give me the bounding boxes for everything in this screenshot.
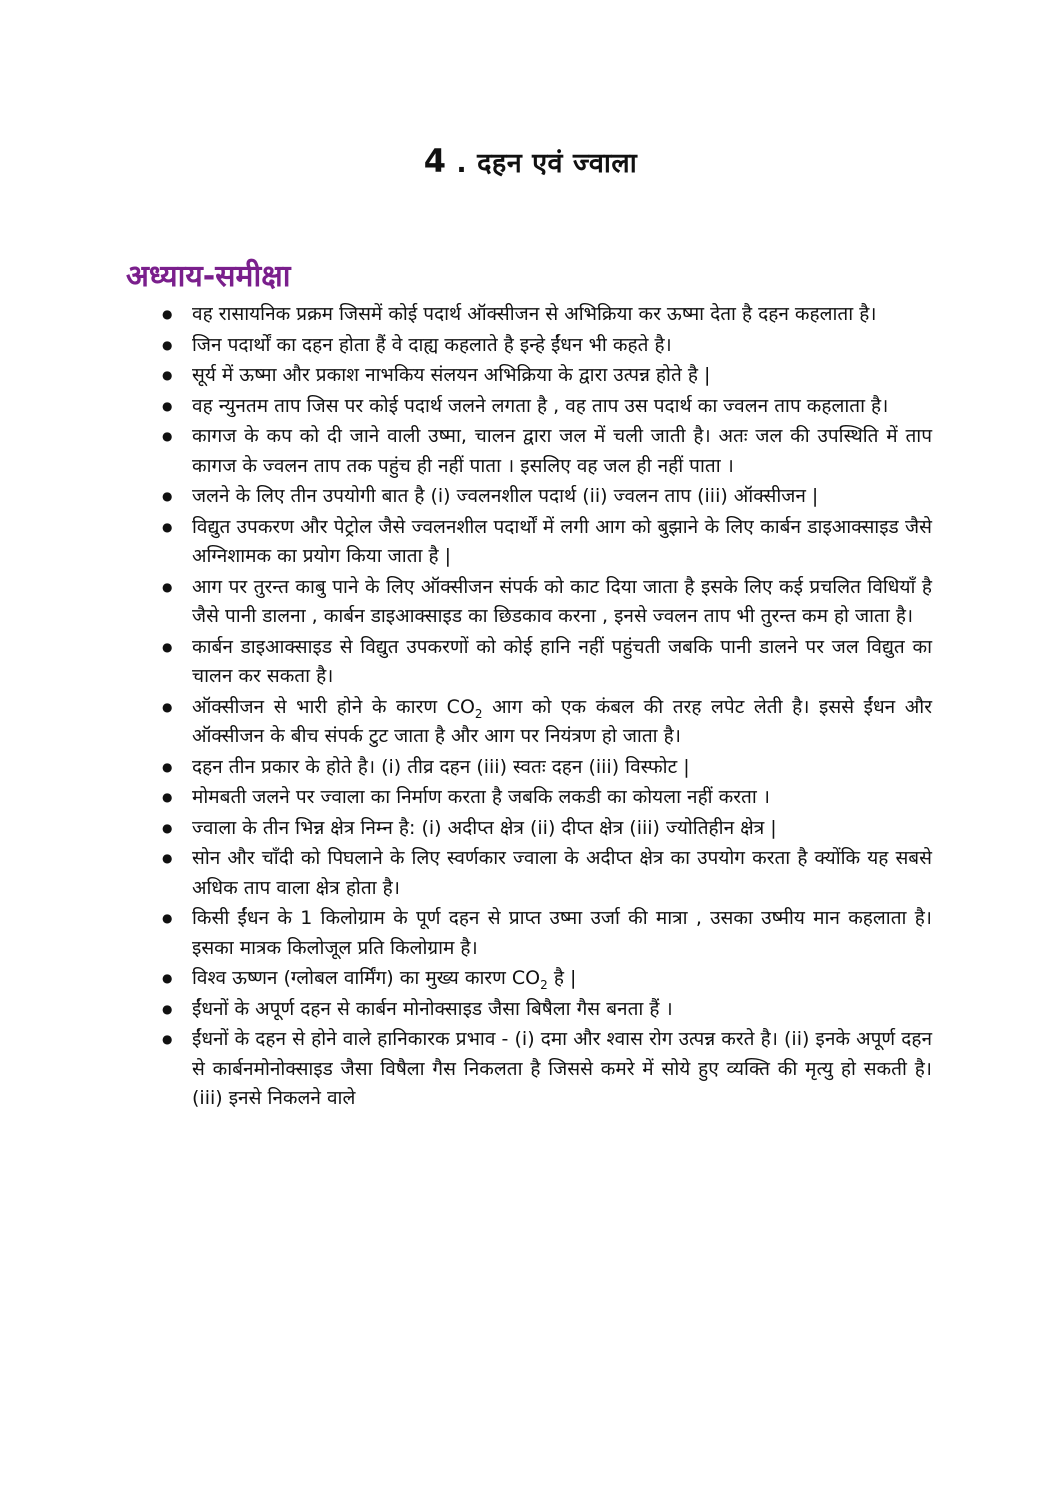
summary-point: ● सूर्य में ऊष्मा और प्रकाश नाभकिय संलयन अभिक्रिया के द्वारा उत्पन्न होते है | bbox=[160, 361, 932, 391]
summary-point: ● विद्युत उपकरण और पेट्रोल जैसे ज्वलनशील पदार्थों में लगी आग को बुझाने के लिए कार्बन डाइआक्साइड जैसे अग्निशामक का प्रयोग किया जाता है | bbox=[160, 513, 932, 572]
summary-point: ● ज्वाला के तीन भिन्न क्षेत्र निम्न है: (i) अदीप्त क्षेत्र (ii) दीप्त क्षेत्र (iii) ज्योतिहीन क्षेत्र | bbox=[160, 814, 932, 844]
point-text: विश्व ऊष्णन (ग्लोबल वार्मिंग) का मुख्य कारण CO bbox=[192, 967, 541, 989]
summary-point: ● कागज के कप को दी जाने वाली उष्मा, चालन द्वारा जल में चली जाती है। अतः जल की उपस्थिति में ताप कागज के ज्वलन ताप तक पहुंच ही नहीं पाता । इसलिए वह जल ही नहीं पाता । bbox=[160, 422, 932, 481]
summary-point: ● आग पर तुरन्त काबु पाने के लिए ऑक्सीजन संपर्क को काट दिया जाता है इसके लिए कई प्रचलित विधियाँ है जैसे पानी डालना , कार्बन डाइआक्साइड का छिडकाव करना , इनसे ज्वलन ताप भी तुरन्त कम हो जाता है। bbox=[160, 573, 932, 632]
summary-point: ● किसी ईंधन के 1 किलोग्राम के पूर्ण दहन से प्राप्त उष्मा उर्जा की मात्रा , उसका उष्मीय मान कहलाता है। इसका मात्रक किलोजूल प्रति किलोग्राम है। bbox=[160, 904, 932, 963]
summary-point: ● जलने के लिए तीन उपयोगी बात है (i) ज्वलनशील पदार्थ (ii) ज्वलन ताप (iii) ऑक्सीजन | bbox=[160, 482, 932, 512]
subscript: 2 bbox=[540, 977, 548, 992]
summary-point bbox=[160, 693, 932, 752]
summary-point: ● वह न्युनतम ताप जिस पर कोई पदार्थ जलने लगता है , वह ताप उस पदार्थ का ज्वलन ताप कहलाता है। bbox=[160, 392, 932, 422]
subscript: 2 bbox=[474, 706, 483, 721]
summary-point: ● वह रासायनिक प्रक्रम जिसमें कोई पदार्थ ऑक्सीजन से अभिक्रिया कर ऊष्मा देता है दहन कहलाता है। bbox=[160, 300, 932, 330]
summary-point: ● सोन और चाँदी को पिघलाने के लिए स्वर्णकार ज्वाला के अदीप्त क्षेत्र का उपयोग करता है क्योंकि यह सबसे अधिक ताप वाला क्षेत्र होता है। bbox=[160, 844, 932, 903]
summary-point bbox=[160, 964, 932, 994]
summary-list bbox=[160, 300, 932, 1115]
point-text: है | bbox=[547, 967, 577, 989]
summary-point: ● जिन पदार्थों का दहन होता हैं वे दाह्य कहलाते है इन्हे ईंधन भी कहते है। bbox=[160, 331, 932, 361]
summary-point: ● मोमबती जलने पर ज्वाला का निर्माण करता है जबकि लकडी का कोयला नहीं करता । bbox=[160, 783, 932, 813]
chapter-title-text: . दहन एवं ज्वाला bbox=[446, 148, 638, 179]
chapter-number: 4 bbox=[423, 142, 447, 180]
chapter-title bbox=[0, 142, 1061, 180]
summary-point: ● कार्बन डाइआक्साइड से विद्युत उपकरणों को कोई हानि नहीं पहुंचती जबकि पानी डालने पर जल विद्युत का चालन कर सकता है। bbox=[160, 633, 932, 692]
summary-point: ● दहन तीन प्रकार के होते है। (i) तीव्र दहन (iii) स्वतः दहन (iii) विस्फोट | bbox=[160, 753, 932, 783]
summary-point: ● ईंधनों के अपूर्ण दहन से कार्बन मोनोक्साइड जैसा बिषैला गैस बनता हैं । bbox=[160, 995, 932, 1025]
section-heading: अध्याय-समीक्षा bbox=[126, 259, 291, 294]
point-text: ऑक्सीजन से भारी होने के कारण CO bbox=[192, 695, 475, 718]
point-text: आग को एक कंबल की तरह लपेट लेती है। इससे ईंधन और ऑक्सीजन के बीच संपर्क टुट जाता है और आग पर नियंत्रण हो जाता है। bbox=[192, 695, 933, 747]
summary-point: ● ईंधनों के दहन से होने वाले हानिकारक प्रभाव - (i) दमा और श्वास रोग उत्पन्न करते है। (ii) इनके अपूर्ण दहन से कार्बनमोनोक्साइड जैसा विषैला गैस निकलता है जिससे कमरे में सोये हुए व्यक्ति की मृत्यु हो सकती है। (iii) इनसे निकलने वाले bbox=[160, 1025, 932, 1114]
